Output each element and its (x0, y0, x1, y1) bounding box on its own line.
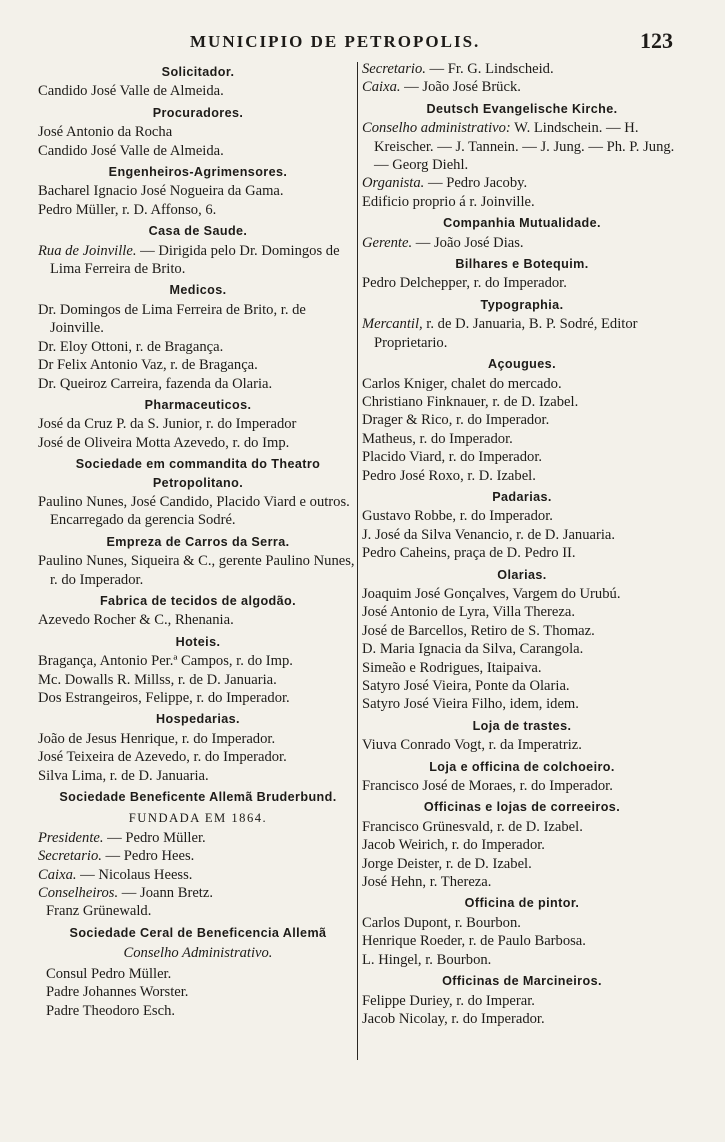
directory-entry: Pedro José Roxo, r. D. Izabel. (362, 467, 536, 484)
directory-entry: Francisco José de Moraes, r. do Imperador. (362, 778, 613, 795)
directory-entry (362, 234, 682, 252)
entry-role: Caixa. (362, 79, 401, 96)
entry-text: W. Lindschein. — H. Kreischer. — J. Tannein. — J. Jung. — Ph. P. Jung. — Georg Diehl. (374, 120, 675, 174)
entry-role: Secretario. (362, 61, 426, 77)
directory-entry: Azevedo Rocher & C., Rhenania. (38, 612, 234, 629)
section-heading: Officina de pintor. (464, 896, 580, 911)
directory-entry: Dos Estrangeiros, Felippe, r. do Imperador. (38, 690, 290, 706)
directory-entry: Paulino Nunes, Siqueira & C., gerente Paulino Nunes, r. do Imperador. (38, 553, 355, 588)
entry-text: — Pedro Müller. (103, 829, 206, 846)
subheading: Conselho Administrativo. (123, 945, 273, 962)
section-heading: Solicitador. (161, 65, 235, 79)
right-column (362, 60, 682, 1028)
directory-entry (362, 174, 682, 192)
directory-entry: Carlos Dupont, r. Bourbon. (362, 914, 521, 931)
entry-role: Conselheiros. (38, 885, 119, 902)
directory-entry (38, 829, 358, 847)
directory-entry (362, 119, 682, 174)
directory-entry: L. Hingel, r. Bourbon. (362, 951, 492, 968)
directory-entry: D. Maria Ignacia da Silva, Carangola. (362, 641, 584, 658)
left-column (38, 60, 358, 1020)
entry-role: Gerente. (362, 234, 413, 251)
directory-entry: Dr. Eloy Ottoni, r. de Bragança. (38, 338, 224, 355)
directory-entry: Franz Grünewald. (46, 903, 152, 920)
directory-entry: Francisco Grünesvald, r. de D. Izabel. (362, 818, 583, 835)
directory-entry: Christiano Finknauer, r. de D. Izabel. (362, 393, 579, 410)
directory-entry: Candido José Valle de Almeida. (38, 83, 224, 100)
directory-entry: João de Jesus Henrique, r. do Imperador. (38, 730, 276, 747)
directory-entry: José Hehn, r. Thereza. (362, 874, 492, 891)
directory-entry: José da Cruz P. da S. Junior, r. do Imperador (38, 416, 297, 433)
section-heading: Empreza de Carros da Serra. (106, 534, 290, 549)
directory-entry: Edificio proprio á r. Joinville. (362, 193, 535, 210)
directory-entry: Dr Felix Antonio Vaz, r. de Bragança. (38, 357, 258, 374)
entry-text: — João José Brück. (400, 79, 521, 96)
entry-role: Caixa. (38, 866, 77, 883)
directory-entry (38, 884, 358, 902)
page-number: 123 (640, 28, 673, 53)
directory-entry: Silva Lima, r. de D. Januaria. (38, 767, 209, 784)
entry-role: Presidente. (38, 829, 104, 846)
section-heading: Engenheiros-Agrimensores. (108, 165, 288, 180)
running-title: MUNICIPIO DE PETROPOLIS. (190, 32, 481, 51)
section-heading: Companhia Mutualidade. (443, 216, 601, 231)
entry-role: Conselho administrativo: (362, 120, 511, 137)
section-heading: Sociedade em commandita do Theatro Petropolitano. (75, 457, 321, 490)
directory-entry: Mc. Dowalls R. Millss, r. de D. Januaria. (38, 671, 277, 688)
founding-note: FUNDADA EM 1864. (128, 811, 268, 826)
entry-text: — Nicolaus Heess. (76, 866, 193, 883)
directory-entry: Henrique Roeder, r. de Paulo Barbosa. (362, 933, 586, 950)
directory-entry: Felippe Duriey, r. do Imperar. (362, 992, 535, 1009)
section-heading: Loja e officina de colchoeiro. (429, 759, 615, 774)
section-heading: Sociedade Beneficente Allemã Bruderbund. (59, 790, 337, 805)
section-heading: Deutsch Evangelische Kirche. (426, 101, 618, 116)
entry-role: Secretario. (38, 848, 102, 865)
directory-entry: Padre Theodoro Esch. (46, 1002, 176, 1019)
section-heading: Hoteis. (175, 634, 221, 649)
directory-entry: Drager & Rico, r. do Imperador. (362, 412, 550, 429)
section-heading: Officinas e lojas de correeiros. (423, 800, 621, 815)
directory-entry: José Antonio da Rocha (38, 124, 173, 141)
section-heading: Bilhares e Botequim. (455, 257, 589, 272)
directory-entry (38, 866, 358, 884)
directory-entry: Carlos Kniger, chalet do mercado. (362, 375, 562, 392)
section-heading: Fabrica de tecidos de algodão. (99, 593, 297, 608)
entry-text: r. de D. Januaria, B. P. Sodré, Editor Proprietario. (374, 316, 638, 351)
directory-entry: Padre Johannes Worster. (46, 984, 189, 1001)
section-heading: Hospedarias. (156, 712, 240, 727)
section-heading: Medicos. (169, 283, 227, 298)
directory-entry (362, 60, 682, 78)
entry-text: — Joann Bretz. (118, 885, 213, 902)
directory-entry: Pedro Müller, r. D. Affonso, 6. (38, 201, 217, 218)
directory-entry: Matheus, r. do Imperador. (362, 430, 513, 447)
section-heading: Procuradores. (152, 105, 244, 120)
section-heading: Casa de Saude. (148, 224, 248, 239)
directory-entry: Viuva Conrado Vogt, r. da Imperatriz. (362, 737, 582, 754)
directory-entry: Bacharel Ignacio José Nogueira da Gama. (38, 183, 284, 200)
directory-entry: Dr. Domingos de Lima Ferreira de Brito, r. de Joinville. (38, 301, 306, 337)
page-header (0, 28, 725, 58)
directory-entry: José de Oliveira Motta Azevedo, r. do Imp. (38, 434, 290, 451)
entry-role: Organista. (362, 175, 425, 192)
section-heading: Officinas de Marcineiros. (442, 974, 602, 989)
section-heading: Sociedade Ceral de Beneficencia Allemã (69, 925, 327, 940)
entry-text: — João José Dias. (412, 234, 524, 251)
directory-entry: Dr. Queiroz Carreira, fazenda da Olaria. (38, 375, 273, 392)
entry-text: — Pedro Jacoby. (424, 175, 528, 192)
directory-entry: Candido José Valle de Almeida. (38, 142, 224, 159)
section-heading: Padarias. (492, 489, 552, 504)
directory-entry: Jorge Deister, r. de D. Izabel. (362, 855, 532, 872)
directory-entry: Consul Pedro Müller. (46, 965, 172, 982)
directory-entry: Jacob Weirich, r. do Imperador. (362, 837, 545, 854)
directory-entry (38, 242, 358, 279)
directory-entry: Satyro José Vieira, Ponte da Olaria. (362, 678, 570, 694)
directory-entry: Simeão e Rodrigues, Itaipaiva. (362, 659, 542, 676)
entry-role: Mercantil, (362, 316, 423, 333)
directory-entry: José de Barcellos, Retiro de S. Thomaz. (362, 622, 595, 639)
directory-entry: Pedro Delchepper, r. do Imperador. (362, 275, 567, 292)
directory-entry: Pedro Caheins, praça de D. Pedro II. (362, 545, 576, 562)
directory-entry: Joaquim José Gonçalves, Vargem do Urubú. (362, 585, 621, 602)
directory-entry: José Antonio de Lyra, Villa Thereza. (362, 604, 575, 621)
directory-entry: Paulino Nunes, José Candido, Placido Viard e outros. Encarregado da gerencia Sodré. (38, 493, 350, 529)
directory-entry: José Teixeira de Azevedo, r. do Imperador. (38, 749, 287, 766)
section-heading: Loja de trastes. (472, 718, 572, 733)
directory-entry: Satyro José Vieira Filho, idem, idem. (362, 696, 579, 713)
directory-entry: Gustavo Robbe, r. do Imperador. (362, 508, 553, 525)
section-heading: Pharmaceuticos. (144, 397, 252, 412)
directory-entry (362, 315, 682, 352)
directory-entry (38, 847, 358, 865)
section-heading: Typographia. (480, 297, 564, 312)
directory-entry: Placido Viard, r. do Imperador. (362, 449, 543, 466)
entry-text: — Fr. G. Lindscheid. (425, 61, 554, 77)
entry-text: — Dirigida pelo Dr. Domingos de Lima Ferreira de Brito. (50, 242, 340, 278)
directory-entry: J. José da Silva Venancio, r. de D. Januaria. (362, 526, 616, 543)
entry-role: Rua de Joinville. (38, 242, 137, 259)
section-heading: Olarias. (497, 567, 547, 582)
section-heading: Açougues. (488, 357, 556, 372)
directory-entry: Bragança, Antonio Per.ª Campos, r. do Imp. (38, 653, 293, 670)
directory-entry: Jacob Nicolay, r. do Imperador. (362, 1010, 545, 1027)
directory-entry (362, 78, 682, 96)
entry-text: — Pedro Hees. (101, 848, 195, 865)
